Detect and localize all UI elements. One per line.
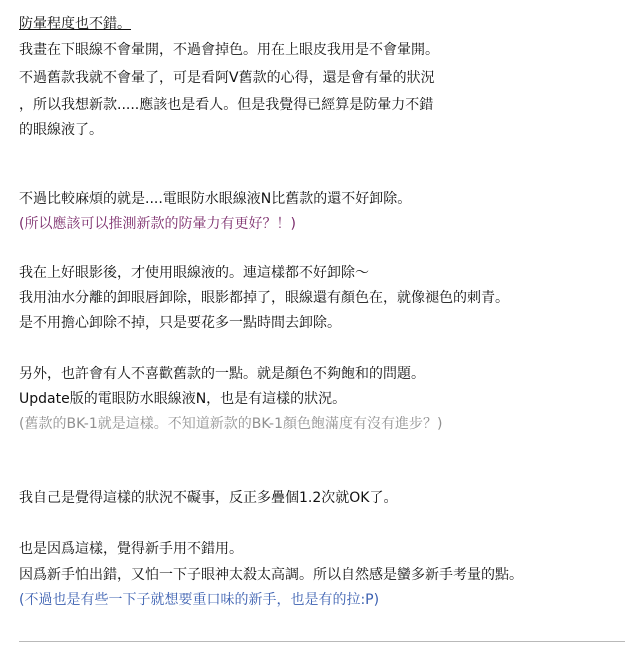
text-line: 我在上好眼影後，才使用眼線液的。連這樣都不好卸除～ xyxy=(19,265,369,281)
section-heading: 防暈程度也不錯。 xyxy=(19,16,131,32)
text-line: 的眼線液了。 xyxy=(19,122,103,138)
note-line: (所以應該可以推測新款的防暈力有更好？！) xyxy=(19,216,296,232)
text-line: 另外，也許會有人不喜歡舊款的一點。就是顏色不夠飽和的問題。 xyxy=(19,366,425,382)
note-line: (不過也是有些一下子就想要重口味的新手，也是有的拉:P) xyxy=(19,592,380,608)
text-line: 是不用擔心卸除不掉，只是要花多一點時間去卸除。 xyxy=(19,315,341,331)
text-line: 也是因爲這樣，覺得新手用不錯用。 xyxy=(19,541,243,557)
text-line: 我畫在下眼線不會暈開，不過會掉色。用在上眼皮我用是不會暈開。 xyxy=(19,42,439,58)
text-line: Update版的電眼防水眼線液N，也是有這樣的狀況。 xyxy=(19,391,347,407)
text-line: 我自己是覺得這樣的狀況不礙事，反正多疊個1.2次就OK了。 xyxy=(19,490,398,506)
text-line: ，所以我想新款.....應該也是看人。但是我覺得已經算是防暈力不錯 xyxy=(19,97,434,113)
text-line: 不過舊款我就不會暈了，可是看阿V舊款的心得，還是會有暈的狀況 xyxy=(19,70,435,86)
note-line: (舊款的BK-1就是這樣。不知道新款的BK-1顏色飽滿度有沒有進步？) xyxy=(19,416,443,432)
text-line: 我用油水分離的卸眼唇卸除，眼影都掉了，眼線還有顏色在，就像褪色的刺青。 xyxy=(19,290,509,306)
text-line: 因爲新手怕出錯，又怕一下子眼神太殺太高調。所以自然感是蠻多新手考量的點。 xyxy=(19,567,523,583)
divider xyxy=(19,641,625,642)
text-line: 不過比較麻煩的就是....電眼防水眼線液N比舊款的還不好卸除。 xyxy=(19,191,412,207)
